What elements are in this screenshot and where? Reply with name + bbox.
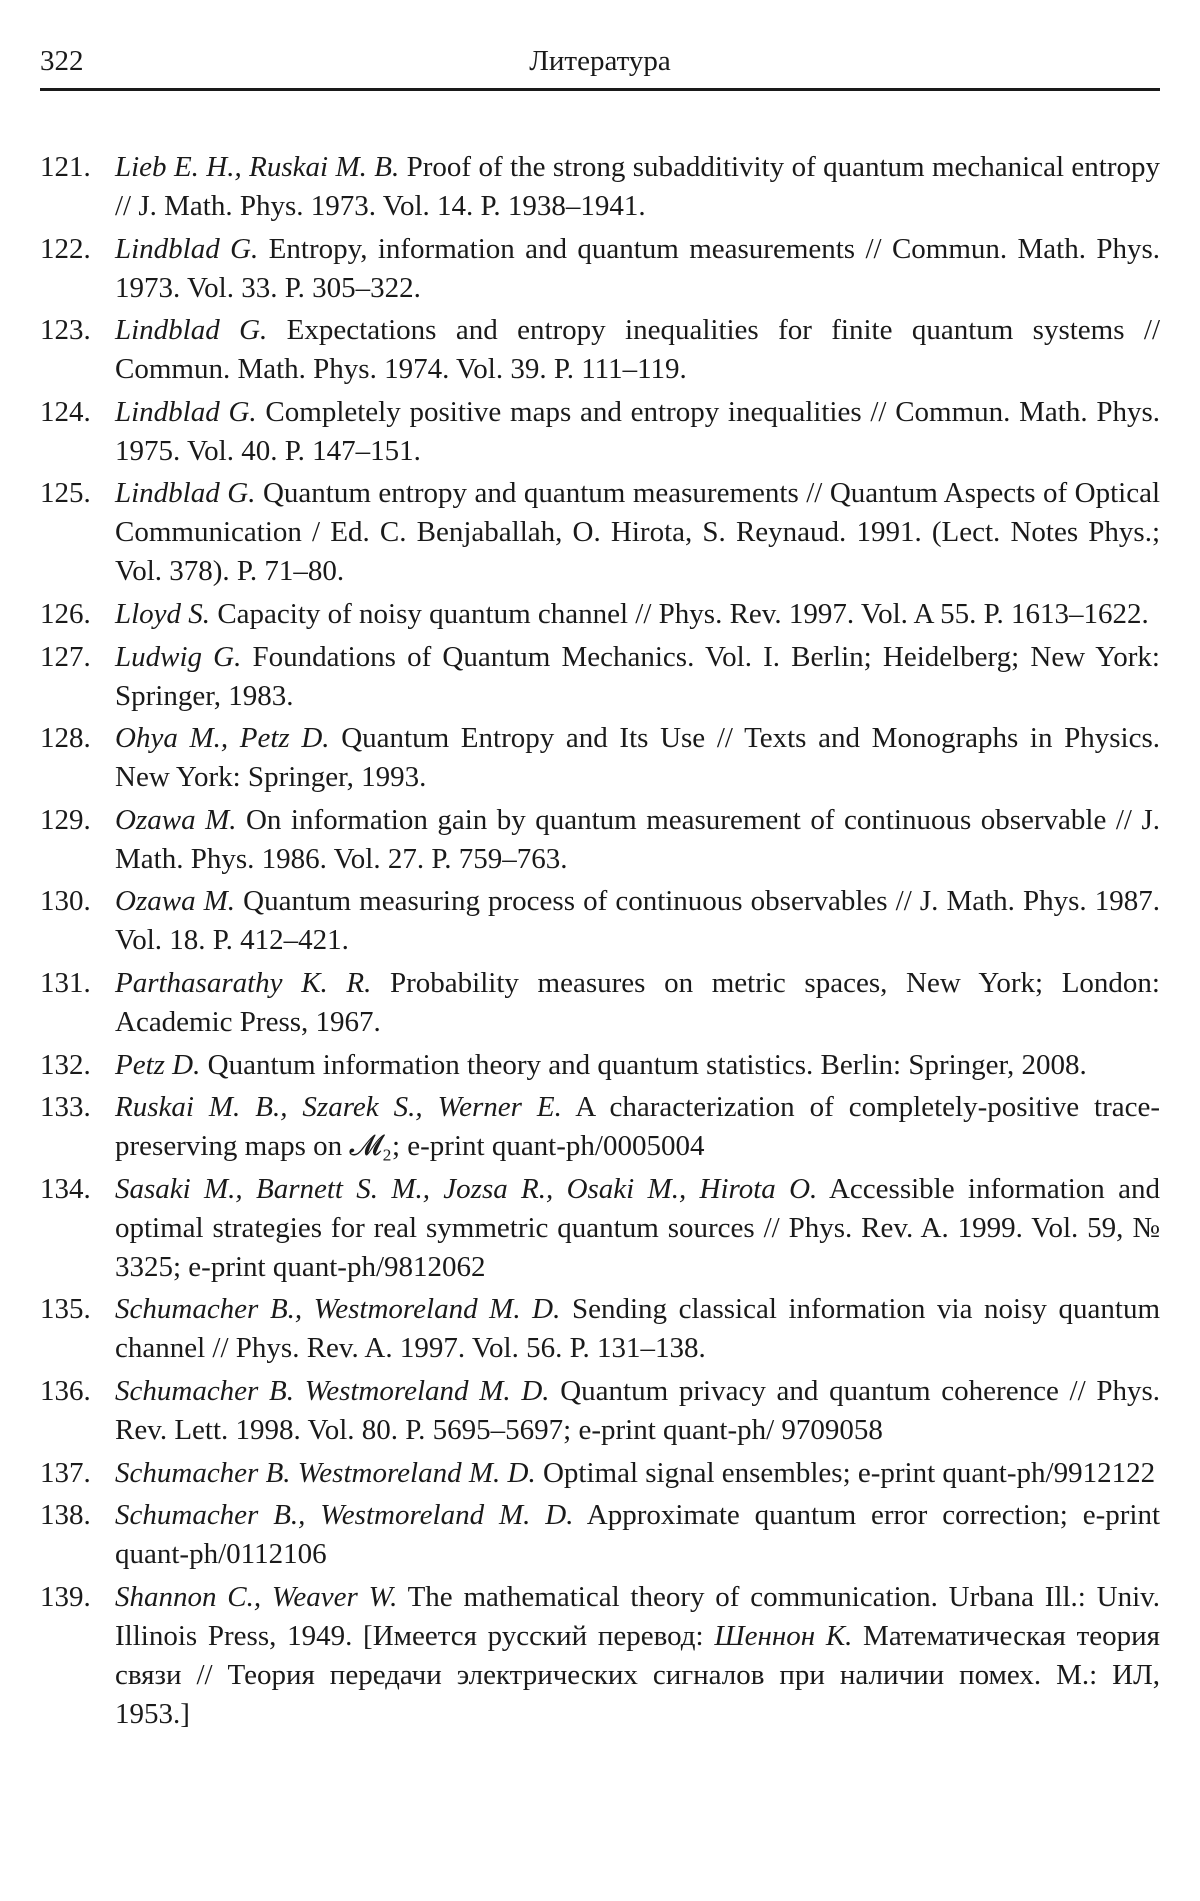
- reference-item: [40, 1454, 1160, 1493]
- reference-text: Quantum information theory and quantum statistics. Berlin: Springer, 2008.: [200, 1049, 1086, 1081]
- reference-authors: Schumacher B., Westmoreland M. D.: [115, 1499, 573, 1531]
- reference-item: [40, 393, 1160, 471]
- reference-text: Probability measures on metric spaces, New York; London: Academic Press, 1967.: [115, 967, 1160, 1038]
- reference-authors: Schumacher B. Westmoreland M. D.: [115, 1375, 550, 1407]
- reference-text: Proof of the strong subadditivity of quantum mechanical entropy // J. Math. Phys. 1973. Vol. 14. P. 1938–1941.: [115, 151, 1160, 222]
- reference-item: [40, 638, 1160, 716]
- reference-text: Quantum measuring process of continuous observables // J. Math. Phys. 1987. Vol. 18. P. 412–421.: [115, 885, 1160, 956]
- reference-authors: Ohya M., Petz D.: [115, 722, 330, 754]
- reference-authors: Schumacher B., Westmoreland M. D.: [115, 1293, 560, 1325]
- reference-authors: Petz D.: [115, 1049, 200, 1081]
- reference-number: 133.: [40, 1088, 91, 1127]
- reference-authors: Schumacher B. Westmoreland M. D.: [115, 1457, 536, 1489]
- reference-authors: Ludwig G.: [115, 641, 241, 673]
- reference-item: [40, 719, 1160, 797]
- reference-text: Approximate quantum error correction; e-print quant-ph/0112106: [115, 1499, 1160, 1570]
- reference-authors: Lieb E. H., Ruskai M. B.: [115, 151, 399, 183]
- reference-authors: Lindblad G.: [115, 396, 257, 428]
- reference-item: [40, 801, 1160, 879]
- reference-number: 127.: [40, 638, 91, 677]
- reference-number: 128.: [40, 719, 91, 758]
- reference-number: 135.: [40, 1290, 91, 1329]
- reference-authors: Ozawa M.: [115, 885, 235, 917]
- reference-number: 123.: [40, 311, 91, 350]
- reference-item: [40, 1372, 1160, 1450]
- reference-number: 136.: [40, 1372, 91, 1411]
- reference-authors: Lloyd S.: [115, 598, 210, 630]
- reference-number: 139.: [40, 1578, 91, 1617]
- reference-authors: Ruskai M. B., Szarek S., Werner E.: [115, 1091, 562, 1123]
- reference-number: 134.: [40, 1170, 91, 1209]
- reference-text: Completely positive maps and entropy inequalities // Commun. Math. Phys. 1975. Vol. 40. P. 147–151.: [115, 396, 1160, 467]
- reference-text: Quantum Entropy and Its Use // Texts and Monographs in Physics. New York: Springer, 1993.: [115, 722, 1160, 793]
- reference-text: Entropy, information and quantum measurements // Commun. Math. Phys. 1973. Vol. 33. P. 305–322.: [115, 233, 1160, 304]
- reference-item: [40, 1088, 1160, 1166]
- reference-text: The mathematical theory of communication. Urbana Ill.: Univ. Illinois Press, 1949. [Имеется русский перевод:: [115, 1581, 1160, 1652]
- reference-authors-translation: Шеннон К.: [714, 1620, 852, 1652]
- reference-item: [40, 311, 1160, 389]
- reference-item: [40, 1046, 1160, 1085]
- reference-authors: Shannon C., Weaver W.: [115, 1581, 397, 1613]
- reference-item: [40, 474, 1160, 591]
- reference-text: Quantum entropy and quantum measurements // Quantum Aspects of Optical Communication / Ed. C. Benjaballah, O. Hirota, S. Reynaud. 1991. (Lect. Notes Phys.; Vol. 378). P. 71–80.: [115, 477, 1160, 587]
- reference-authors: Lindblad G.: [115, 314, 267, 346]
- reference-number: 137.: [40, 1454, 91, 1493]
- reference-authors: Ozawa M.: [115, 804, 236, 836]
- reference-item: [40, 230, 1160, 308]
- reference-authors: Sasaki M., Barnett S. M., Jozsa R., Osaki M., Hirota O.: [115, 1173, 817, 1205]
- reference-number: 130.: [40, 882, 91, 921]
- reference-number: 124.: [40, 393, 91, 432]
- reference-authors: Parthasarathy K. R.: [115, 967, 371, 999]
- reference-text: Foundations of Quantum Mechanics. Vol. I. Berlin; Heidelberg; New York: Springer, 1983.: [115, 641, 1160, 712]
- reference-text: Accessible information and optimal strategies for real symmetric quantum sources // Phys. Rev. A. 1999. Vol. 59, № 3325; e-print quant-ph/9812062: [115, 1173, 1160, 1283]
- reference-authors: Lindblad G.: [115, 233, 258, 265]
- reference-number: 121.: [40, 148, 91, 187]
- reference-text: Quantum privacy and quantum coherence // Phys. Rev. Lett. 1998. Vol. 80. P. 5695–5697; e-print quant-ph/ 9709058: [115, 1375, 1160, 1446]
- reference-number: 126.: [40, 595, 91, 634]
- reference-number: 132.: [40, 1046, 91, 1085]
- reference-number: 138.: [40, 1496, 91, 1535]
- reference-text: Sending classical information via noisy quantum channel // Phys. Rev. A. 1997. Vol. 56. P. 131–138.: [115, 1293, 1160, 1364]
- reference-item: [40, 595, 1160, 634]
- reference-text: Optimal signal ensembles; e-print quant-ph/9912122: [536, 1457, 1155, 1489]
- page-header: [40, 40, 1160, 91]
- reference-number: 131.: [40, 964, 91, 1003]
- reference-text: Capacity of noisy quantum channel // Phys. Rev. 1997. Vol. A 55. P. 1613–1622.: [210, 598, 1149, 630]
- reference-item: [40, 1578, 1160, 1734]
- reference-text-translation: Математическая теория связи // Теория передачи электрических сигналов при наличии помех. М.: ИЛ, 1953.]: [115, 1620, 1160, 1730]
- reference-text: A characterization of completely-positive trace-preserving maps on 𝓜₂; e-print quant-ph/0005004: [115, 1091, 1160, 1162]
- reference-item: [40, 1170, 1160, 1287]
- reference-number: 122.: [40, 230, 91, 269]
- page-number: 322: [40, 44, 84, 78]
- reference-item: [40, 148, 1160, 226]
- reference-text: On information gain by quantum measurement of continuous observable // J. Math. Phys. 1986. Vol. 27. P. 759–763.: [115, 804, 1160, 875]
- reference-number: 129.: [40, 801, 91, 840]
- reference-authors: Lindblad G.: [115, 477, 255, 509]
- reference-item: [40, 1290, 1160, 1368]
- reference-text: Expectations and entropy inequalities for finite quantum systems // Commun. Math. Phys. 1974. Vol. 39. P. 111–119.: [115, 314, 1160, 385]
- reference-item: [40, 964, 1160, 1042]
- reference-list: [40, 148, 1160, 1737]
- reference-item: [40, 882, 1160, 960]
- reference-number: 125.: [40, 474, 91, 513]
- reference-item: [40, 1496, 1160, 1574]
- running-title: Литература: [40, 44, 1160, 78]
